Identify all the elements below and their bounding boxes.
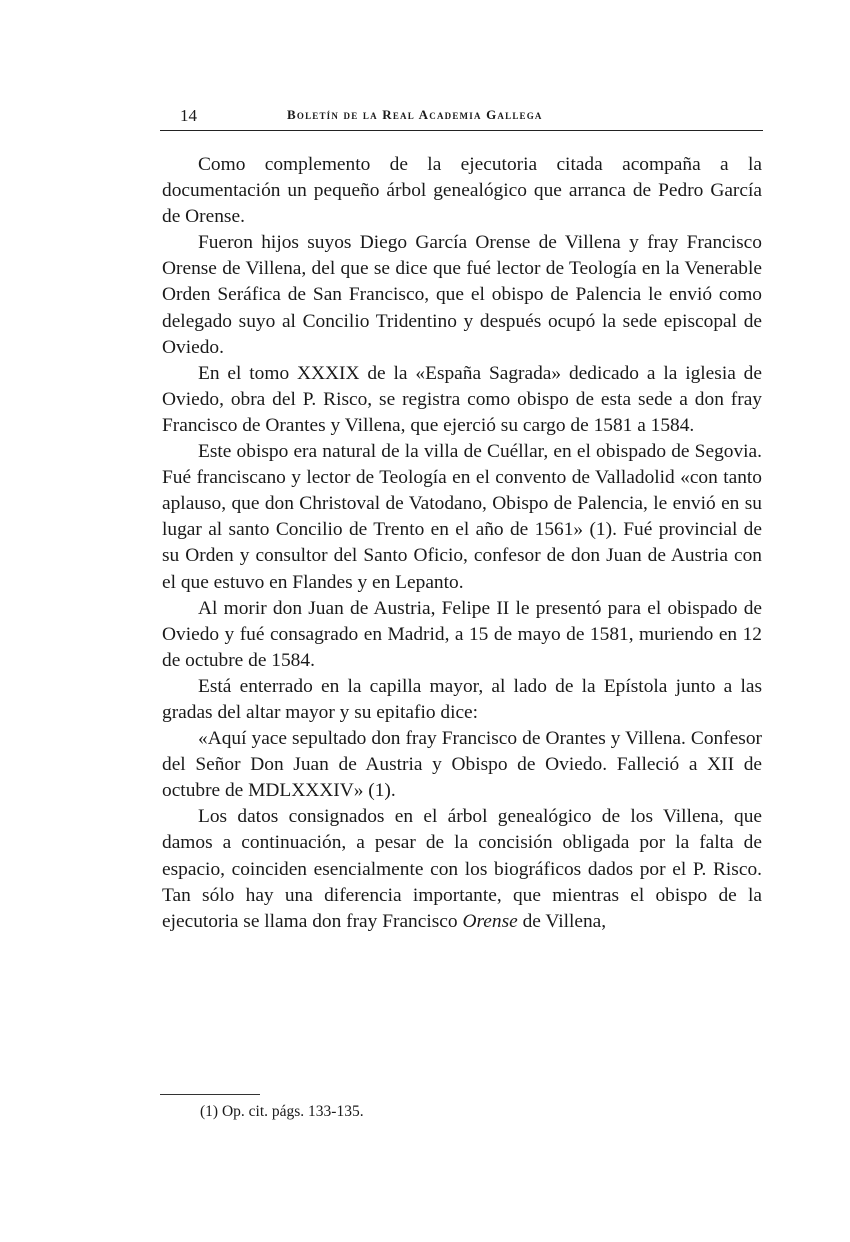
- paragraph-4: Este obispo era natural de la villa de Cuéllar, en el obispado de Segovia. Fué franciscano y lector de Teología en el convento de Valladolid «con tanto aplauso, que don Christoval de Vatodano, Obispo de Palencia, le envió en su lugar al santo Concilio de Trento en el año de 1561» (1). Fué provincial de su Orden y consultor del Santo Oficio, confesor de don Juan de Austria con el que estuvo en Flandes y en Lepanto.: [162, 441, 762, 593]
- paragraph-8: [162, 804, 762, 934]
- paragraph-8-text: Los datos consignados en el árbol genealógico de los Villena, que damos a continuación, a pesar de la concisión obligada por la falta de espacio, coinciden esencialmente con los biográficos dados por el P. Risco. Tan sólo hay una diferencia importante, que mientras el obispo de la ejecutoria se llama don fray Francisco: [162, 806, 762, 932]
- footnote: (1) Op. cit. págs. 133-135.: [200, 1103, 364, 1120]
- paragraph-1: Como complemento de la ejecutoria citada acompaña a la documentación un pequeño árbol genealógico que arranca de Pedro García de Orense.: [162, 154, 762, 228]
- body-text: [162, 152, 762, 935]
- page-header: [162, 100, 762, 130]
- paragraph-7-epitaph: «Aquí yace sepultado don fray Francisco de Orantes y Villena. Confesor del Señor Don Juan de Austria y Obispo de Oviedo. Falleció a XII de octubre de MDLXXXIV» (1).: [162, 728, 762, 802]
- paragraph-6: Está enterrado en la capilla mayor, al lado de la Epístola junto a las gradas del altar mayor y su epitafio dice:: [162, 675, 762, 723]
- running-head: Boletín de la Real Academia Gallega: [287, 107, 543, 122]
- page-number: 14: [180, 106, 197, 125]
- paragraph-2: Fueron hijos suyos Diego García Orense de Villena y fray Francisco Orense de Villena, del que se dice que fué lector de Teología en la Venerable Orden Seráfica de San Francisco, que el obispo de Palencia le envió como delegado suyo al Concilio Tridentino y después ocupó la sede episcopal de Oviedo.: [162, 232, 762, 358]
- paragraph-3: En el tomo XXXIX de la «España Sagrada» dedicado a la iglesia de Oviedo, obra del P. Risco, se registra como obispo de esta sede a don fray Francisco de Orantes y Villena, que ejerció su cargo de 1581 a 1584.: [162, 362, 762, 436]
- header-rule: [160, 130, 763, 131]
- paragraph-8-text-end: de Villena,: [517, 910, 607, 932]
- footnote-rule: [160, 1094, 260, 1095]
- paragraph-5: Al morir don Juan de Austria, Felipe II le presentó para el obispado de Oviedo y fué consagrado en Madrid, a 15 de mayo de 1581, muriendo en 12 de octubre de 1584.: [162, 597, 762, 671]
- paragraph-8-italic: Orense: [462, 910, 518, 932]
